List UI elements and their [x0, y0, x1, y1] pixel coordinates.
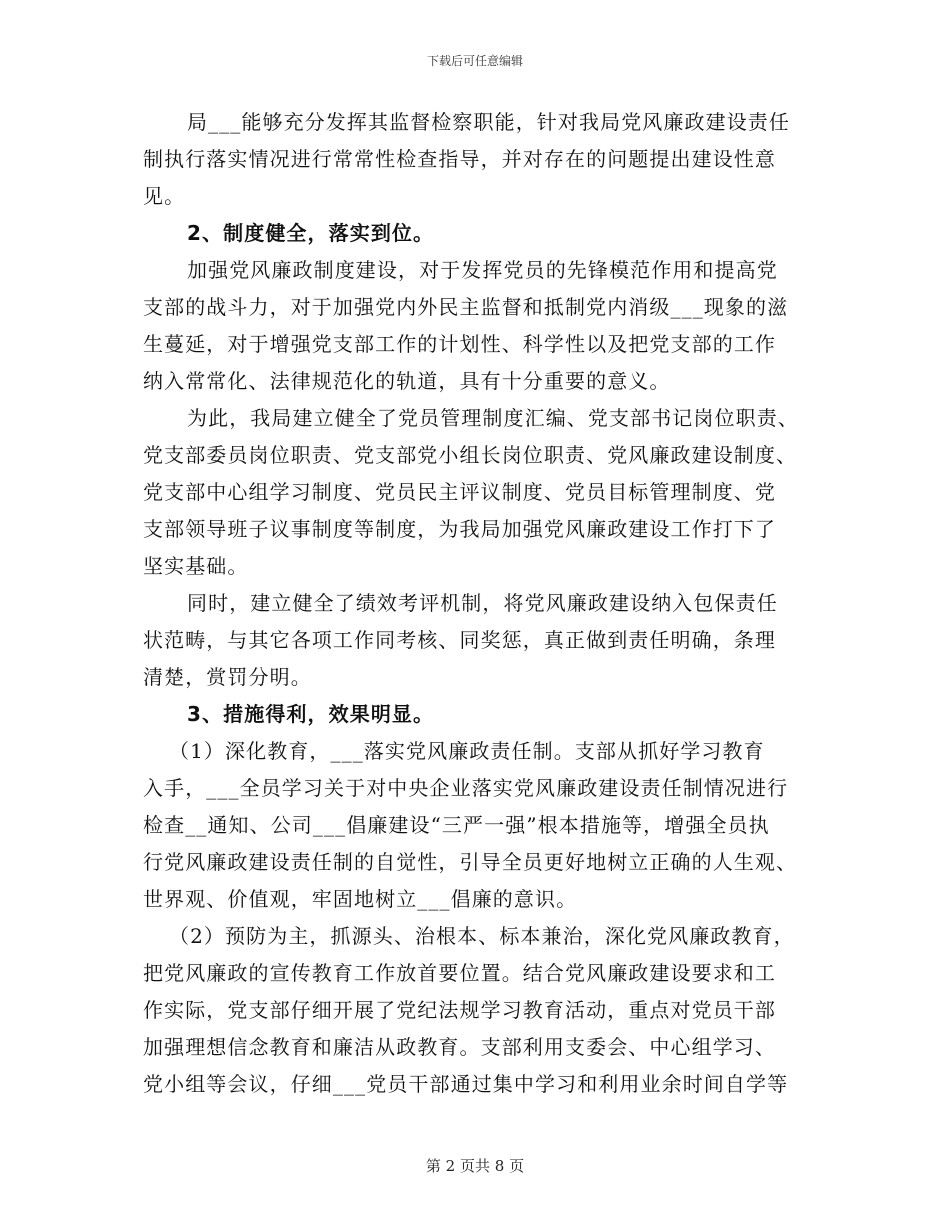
text-line: 检查__通知、公司___倡廉建设“三严一强”根本措施等，增强全员执	[143, 813, 770, 837]
section-heading: 2、制度健全，落实到位。	[187, 221, 435, 245]
text-line: 作实际，党支部仔细开展了党纪法规学习教育活动，重点对党员干部	[143, 998, 776, 1022]
section-heading: 3、措施得利，效果明显。	[187, 702, 435, 726]
text-line: 同时，建立健全了绩效考评机制，将党风廉政建设纳入包保责任	[187, 591, 778, 615]
paragraph	[143, 585, 815, 696]
text-line: 见。	[143, 184, 186, 208]
text-line: 局___能够充分发挥其监督检察职能，针对我局党风廉政建设责任	[187, 110, 790, 134]
text-line: 党小组等会议，仔细___党员干部通过集中学习和利用业余时间自学等	[143, 1072, 789, 1096]
text-line: 世界观、价值观，牢固地树立___倡廉的意识。	[143, 887, 578, 911]
text-line: 纳入常常化、法律规范化的轨道，具有十分重要的意义。	[143, 369, 671, 393]
text-line: 党支部中心组学习制度、党员民主评议制度、党员目标管理制度、党	[143, 480, 776, 504]
text-line: 行党风廉政建设责任制的自觉性，引导全员更好地树立正确的人生观、	[143, 850, 798, 874]
paragraph	[143, 733, 815, 918]
text-line: 制执行落实情况进行常常性检查指导，并对存在的问题提出建设性意	[143, 147, 776, 171]
document-body	[143, 104, 815, 1103]
text-line: 把党风廉政的宣传教育工作放首要位置。结合党风廉政建设要求和工	[143, 961, 776, 985]
paragraph	[143, 252, 815, 400]
paragraph	[143, 918, 815, 1103]
text-line: 支部的战斗力，对于加强党内外民主监督和抵制党内消级___现象的滋	[143, 295, 789, 319]
text-line: 加强理想信念教育和廉洁从政教育。支部利用支委会、中心组学习、	[143, 1035, 776, 1059]
text-line: 坚实基础。	[143, 554, 249, 578]
text-line: 加强党风廉政制度建设，对于发挥党员的先锋模范作用和提高党	[187, 258, 778, 282]
text-line: （2）预防为主，抓源头、治根本、标本兼治，深化党风廉政教育，	[169, 924, 795, 948]
text-line: （1）深化教育，___落实党风廉政责任制。支部从抓好学习教育	[169, 739, 765, 763]
header-note: 下载后可任意编辑	[426, 54, 523, 68]
text-line: 生蔓延，对于增强党支部工作的计划性、科学性以及把党支部的工作	[143, 332, 776, 356]
text-line: 支部领导班子议事制度等制度，为我局加强党风廉政建设工作打下了	[143, 517, 776, 541]
page-number: 第 2 页共 8 页	[425, 1157, 525, 1175]
paragraph	[143, 400, 815, 585]
text-line: 状范畴，与其它各项工作同考核、同奖惩，真正做到责任明确，条理	[143, 628, 776, 652]
text-line: 为此，我局建立健全了党员管理制度汇编、党支部书记岗位职责、	[187, 406, 799, 430]
text-line: 清楚，赏罚分明。	[143, 665, 312, 689]
text-line: 党支部委员岗位职责、党支部党小组长岗位职责、党风廉政建设制度、	[143, 443, 798, 467]
paragraph	[143, 104, 815, 215]
text-line: 入手，___全员学习关于对中央企业落实党风廉政建设责任制情况进行	[143, 776, 789, 800]
